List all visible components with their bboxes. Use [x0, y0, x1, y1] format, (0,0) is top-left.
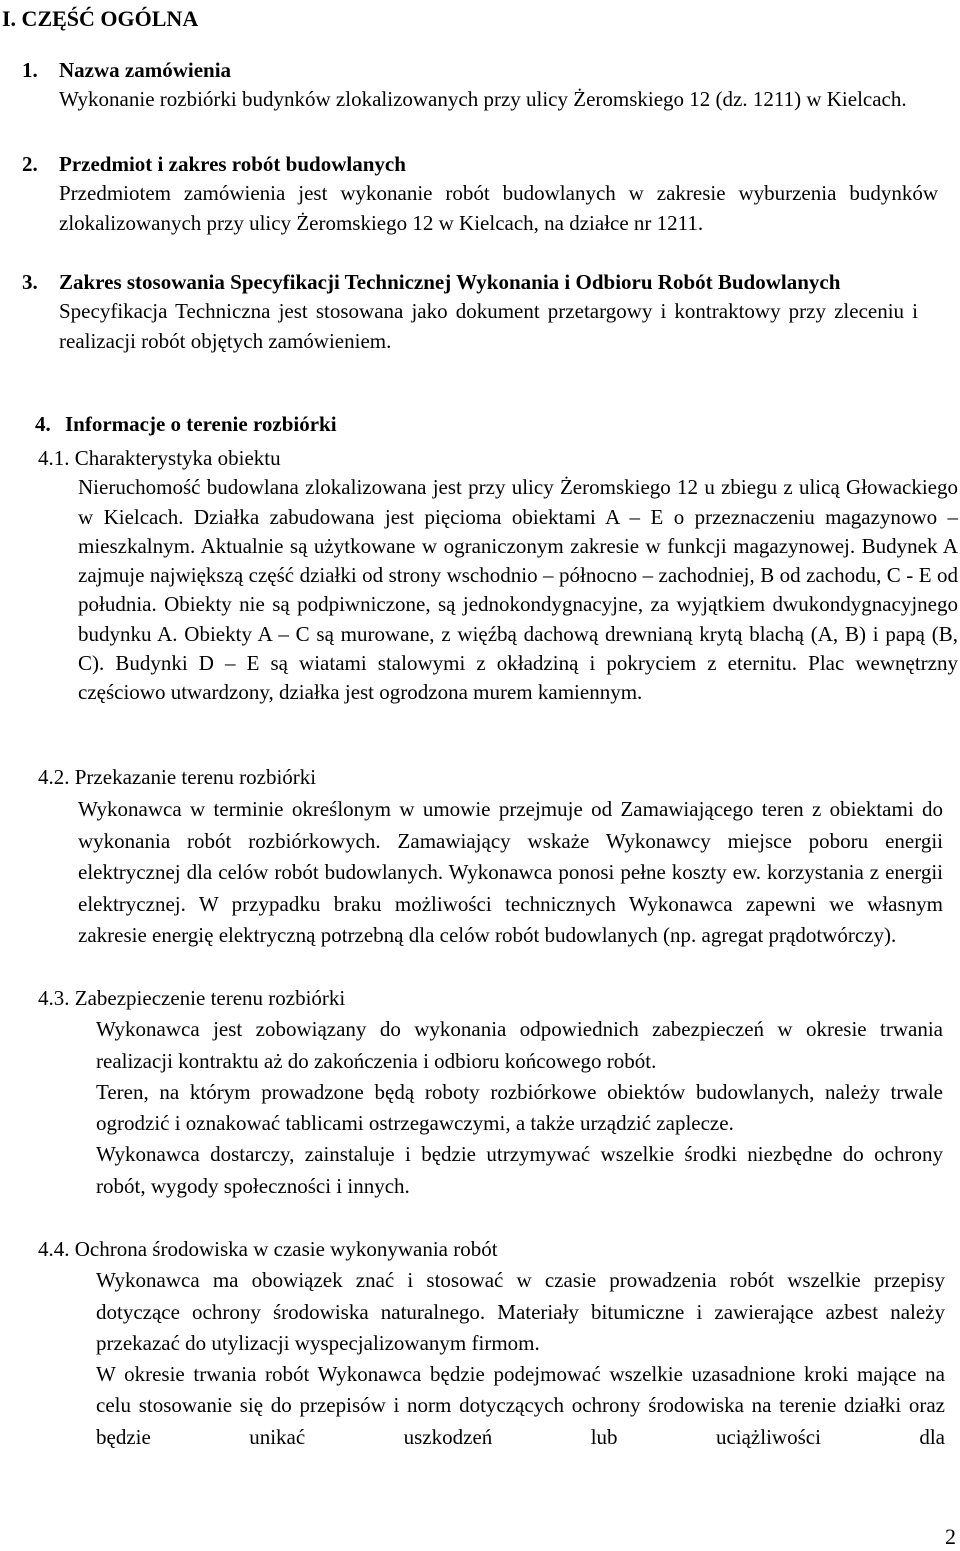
subsection-paragraph: Wykonawca w terminie określonym w umowie przejmuje od Zamawiającego teren z obiektami do wykonania robót rozbiórkowych. Zamawiający wskaże Wykonawcy miejsce poboru energii elektrycznej dla celów robót budowlanych. Wykonawca ponosi pełne koszty ew. korzystania z energii elektrycznej. W przypadku braku możliwości technicznych Wykonawca zapewni we własnym zakresie energię elektryczną potrzebną dla celów robót budowlanych (np. agregat prądotwórczy).	[78, 797, 943, 948]
subsection-heading: 4.4. Ochrona środowiska w czasie wykonywania robót	[38, 1237, 498, 1261]
page-number: 2	[945, 1524, 956, 1549]
section-text: Specyfikacja Techniczna jest stosowana jako dokument przetargowy i kontraktowy przy zleceniu i realizacji robót objętych zamówieniem.	[59, 299, 918, 353]
subsection-4-1	[38, 444, 960, 708]
subsection-paragraph: Wykonawca ma obowiązek znać i stosować w czasie prowadzenia robót wszelkie przepisy dotyczące ochrony środowiska naturalnego. Materiały bitumiczne i zawierające azbest należy przekazać do utylizacji wyspecjalizowanym firmom.	[96, 1268, 945, 1355]
subsection-paragraph: Wykonawca jest zobowiązany do wykonania odpowiednich zabezpieczeń w okresie trwania realizacji kontraktu aż do zakończenia i odbioru końcowego robót.	[96, 1017, 943, 1073]
document-title: I. CZĘŚĆ OGÓLNA	[2, 6, 199, 31]
section-heading	[22, 56, 938, 85]
section-number: 3.	[22, 270, 38, 294]
subsection-heading: 4.1. Charakterystyka obiektu	[38, 446, 281, 470]
subsection-4-2	[38, 763, 960, 952]
subsection-4-3	[38, 984, 960, 1202]
subsection-heading: 4.3. Zabezpieczenie terenu rozbiórki	[38, 986, 346, 1010]
section-3	[22, 268, 918, 356]
section-text: Wykonanie rozbiórki budynków zlokalizowanych przy ulicy Żeromskiego 12 (dz. 1211) w Kielcach.	[59, 87, 907, 112]
section-heading	[22, 268, 918, 297]
subsection-4-4	[38, 1235, 960, 1453]
section-number: 2.	[22, 152, 38, 176]
section-text: Przedmiotem zamówienia jest wykonanie robót budowlanych w zakresie wyburzenia budynków zlokalizowanych przy ulicy Żeromskiego 12 w Kielcach, na działce nr 1211.	[59, 181, 938, 235]
section-title: Zakres stosowania Specyfikacji Technicznej Wykonania i Odbioru Robót Budowlanych	[59, 270, 841, 294]
section-number: 4.	[35, 412, 51, 436]
section-title: Nazwa zamówienia	[59, 58, 232, 82]
section-number: 1.	[22, 58, 38, 82]
subsection-paragraph: Teren, na którym prowadzone będą roboty rozbiórkowe obiektów budowlanych, należy trwale ogrodzić i oznakować tablicami ostrzegawczymi, a także urządzić zaplecze.	[96, 1079, 943, 1136]
subsection-paragraph: Wykonawca dostarczy, zainstaluje i będzie utrzymywać wszelkie środki niezbędne do ochrony robót, wygody społeczności i innych.	[96, 1142, 943, 1198]
subsection-paragraph: Nieruchomość budowlana zlokalizowana jest przy ulicy Żeromskiego 12 u zbiegu z ulicą Głowackiego w Kielcach. Działka zabudowana jest pięcioma obiektami A – E o przeznaczeniu magazynowo – mieszkalnym. Aktualnie są użytkowane w ograniczonym zakresie w funkcji magazynowej. Budynek A zajmuje największą część działki od strony wschodnio – północno – zachodniej, B od zachodu, C - E od południa. Obiekty nie są podpiwniczone, są jednokondygnacyjne, za wyjątkiem dwukondygnacyjnego budynku A. Obiekty A – C są murowane, z więźbą dachową drewnianą krytą blachą (A, B) i papą (B, C). Budynki D – E są wiatami stalowymi z okładziną i pokryciem z eternitu. Plac wewnętrzny częściowo utwardzony, działka jest ogrodzona murem kamiennym.	[78, 475, 958, 705]
section-4	[22, 410, 938, 439]
subsection-heading: 4.2. Przekazanie terenu rozbiórki	[38, 765, 317, 789]
section-heading	[22, 410, 938, 439]
section-2	[22, 150, 938, 238]
section-1	[22, 56, 938, 115]
section-heading	[22, 150, 938, 179]
section-title: Informacje o terenie rozbiórki	[65, 412, 337, 436]
section-title: Przedmiot i zakres robót budowlanych	[59, 152, 406, 176]
subsection-paragraph: W okresie trwania robót Wykonawca będzie podejmować wszelkie uzasadnione kroki mające na celu stosowanie się do przepisów i norm dotyczących ochrony środowiska na terenie działki oraz będzie unikać uszkodzeń lub uciążliwości dla	[96, 1362, 945, 1449]
